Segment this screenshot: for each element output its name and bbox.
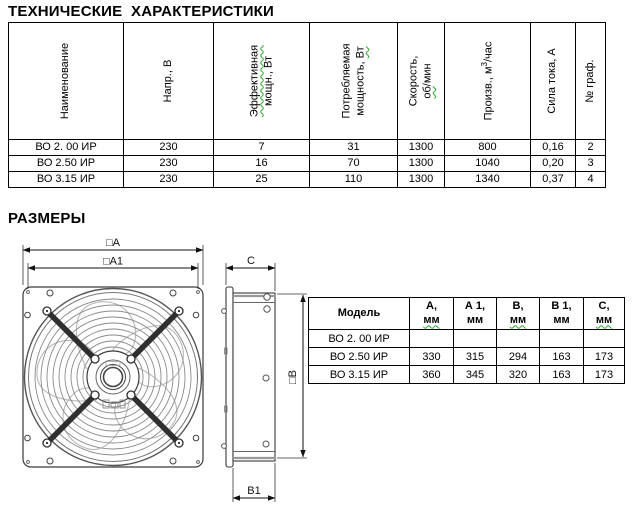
col-header-current: Сила тока, А bbox=[531, 23, 576, 140]
cell-dim-c: 173 bbox=[584, 348, 625, 366]
cell-power-consumption: 110 bbox=[310, 172, 398, 188]
dim-row bbox=[309, 366, 625, 384]
col-header-airflow: Произв., $м^3$/час bbox=[445, 23, 531, 140]
cell-dim-a1: 315 bbox=[454, 348, 497, 366]
cell-effective-power: 25 bbox=[214, 172, 310, 188]
cell-model: ВО 3.15 ИР bbox=[9, 172, 124, 188]
spec-row bbox=[9, 140, 606, 156]
cell-power-consumption: 70 bbox=[310, 156, 398, 172]
col-header-dim-b: В, мм bbox=[497, 298, 540, 330]
col-header-name: Наименование bbox=[9, 23, 124, 140]
cell-power-consumption: 31 bbox=[310, 140, 398, 156]
cell-graph-no: 4 bbox=[576, 172, 606, 188]
cell-dim-b: 294 bbox=[497, 348, 540, 366]
spec-header-row bbox=[9, 23, 606, 140]
cell-graph-no: 3 bbox=[576, 156, 606, 172]
cell-dim-b1: 163 bbox=[540, 348, 584, 366]
cell-speed: 1300 bbox=[398, 140, 445, 156]
section-title-dimensions: РАЗМЕРЫ bbox=[8, 210, 86, 227]
cell-effective-power: 7 bbox=[214, 140, 310, 156]
col-header-dim-a: А, мм bbox=[410, 298, 454, 330]
cell-effective-power: 16 bbox=[214, 156, 310, 172]
cell-dim-b: 320 bbox=[497, 366, 540, 384]
cell-dim-b1: 163 bbox=[540, 366, 584, 384]
cell-voltage: 230 bbox=[124, 172, 214, 188]
dim-label-a1: □A1 bbox=[102, 255, 124, 268]
cell-speed: 1300 bbox=[398, 156, 445, 172]
dim-row bbox=[309, 348, 625, 366]
col-header-effective-power: Эффективная мощн., Вт bbox=[214, 23, 310, 140]
cell-model: ВО 2.50 ИР bbox=[309, 348, 410, 366]
cell-voltage: 230 bbox=[124, 156, 214, 172]
technical-specs-table bbox=[8, 22, 606, 188]
fan-front-view bbox=[23, 287, 203, 467]
cell-current: 0,37 bbox=[531, 172, 576, 188]
spec-row bbox=[9, 172, 606, 188]
spec-row bbox=[9, 156, 606, 172]
cell-airflow: 1040 bbox=[445, 156, 531, 172]
dim-label-b: □B bbox=[287, 370, 299, 384]
cell-dim-c bbox=[584, 330, 625, 348]
cell-current: 0,16 bbox=[531, 140, 576, 156]
cell-dim-a: 330 bbox=[410, 348, 454, 366]
fan-dimension-drawing bbox=[0, 233, 320, 514]
cell-dim-a bbox=[410, 330, 454, 348]
cell-dim-c: 173 bbox=[584, 366, 625, 384]
col-header-speed: Скорость, об/мин bbox=[398, 23, 445, 140]
cell-speed: 1300 bbox=[398, 172, 445, 188]
cell-airflow: 800 bbox=[445, 140, 531, 156]
cell-voltage: 230 bbox=[124, 140, 214, 156]
col-header-dim-b1: В 1, мм bbox=[540, 298, 584, 330]
dim-row bbox=[309, 330, 625, 348]
cell-model: ВО 2. 00 ИР bbox=[309, 330, 410, 348]
cell-dim-b bbox=[497, 330, 540, 348]
cell-model: ВО 2. 00 ИР bbox=[9, 140, 124, 156]
dimensions-table bbox=[308, 297, 625, 384]
col-header-graph-no: № граф. bbox=[576, 23, 606, 140]
col-header-dim-a1: А 1, мм bbox=[454, 298, 497, 330]
dim-label-a: □A bbox=[106, 237, 120, 249]
col-header-model: Модель bbox=[309, 298, 410, 330]
cell-dim-a1 bbox=[454, 330, 497, 348]
cell-dim-a: 360 bbox=[410, 366, 454, 384]
cell-model: ВО 2.50 ИР bbox=[9, 156, 124, 172]
dim-header-row bbox=[309, 298, 625, 330]
side-flange bbox=[226, 287, 233, 467]
dim-label-c: C bbox=[247, 255, 255, 267]
cell-dim-a1: 345 bbox=[454, 366, 497, 384]
dim-label-b1: B1 bbox=[247, 485, 261, 497]
section-title-technical-specs: ТЕХНИЧЕСКИЕ ХАРАКТЕРИСТИКИ bbox=[8, 3, 275, 20]
cell-dim-b1 bbox=[540, 330, 584, 348]
col-header-dim-c: С, мм bbox=[584, 298, 625, 330]
cell-airflow: 1340 bbox=[445, 172, 531, 188]
cell-model: ВО 3.15 ИР bbox=[309, 366, 410, 384]
col-header-power-consumption: Потребляемая мощность, Вт bbox=[310, 23, 398, 140]
cell-graph-no: 2 bbox=[576, 140, 606, 156]
fan-side-view bbox=[222, 287, 275, 467]
cell-current: 0,20 bbox=[531, 156, 576, 172]
col-header-voltage: Напр., В bbox=[124, 23, 214, 140]
